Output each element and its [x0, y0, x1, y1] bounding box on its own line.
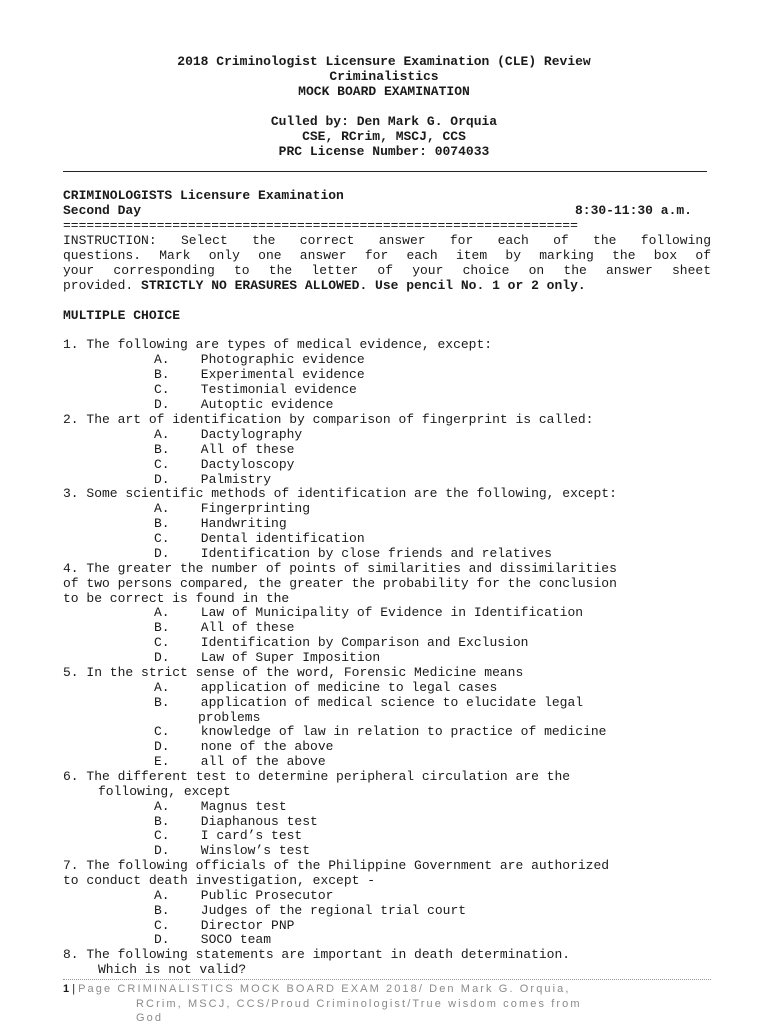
question-8-line-1: 8. The following statements are important in death determination. — [63, 947, 571, 962]
instruction-line-2: questions. Mark only one answer for each item by marking the box of — [63, 248, 711, 263]
q2-option-a: A. Dactylography — [154, 427, 303, 442]
q2-option-b: B. All of these — [154, 442, 295, 457]
q2-option-d: D. Palmistry — [154, 472, 272, 487]
q7-option-d: D. SOCO team — [154, 932, 272, 947]
license-number: PRC License Number: 0074033 — [278, 144, 490, 159]
q7-option-b: B. Judges of the regional trial court — [154, 903, 467, 918]
equals-rule: ================================================================== — [63, 218, 578, 233]
q5-option-b: B. application of medical science to elucidate legal — [154, 695, 584, 710]
q2-option-c: C. Dactyloscopy — [154, 457, 295, 472]
q5-option-b-continued: problems — [198, 710, 261, 725]
q1-option-a: A. Photographic evidence — [154, 352, 365, 367]
question-5: 5. In the strict sense of the word, Forensic Medicine means — [63, 665, 524, 680]
instruction-plain: provided. — [63, 278, 142, 293]
exam-title: CRIMINOLOGISTS Licensure Examination — [63, 188, 344, 203]
q7-option-c: C. Director PNP — [154, 918, 295, 933]
footer-text-1: Page CRIMINALISTICS MOCK BOARD EXAM 2018/ Den Mark G. Orquia, — [78, 983, 571, 995]
exam-time: 8:30-11:30 a.m. — [574, 203, 692, 218]
question-2: 2. The art of identification by comparison of fingerprint is called: — [63, 412, 594, 427]
q3-option-b: B. Handwriting — [154, 516, 287, 531]
footer-line-1 — [63, 982, 571, 997]
q3-option-a: A. Fingerprinting — [154, 501, 311, 516]
q3-option-d: D. Identification by close friends and relatives — [154, 546, 552, 561]
header-line-1: 2018 Criminologist Licensure Examination (CLE) Review — [177, 54, 591, 69]
instruction-line-1: INSTRUCTION: Select the correct answer for each of the following — [63, 233, 711, 248]
header-divider — [63, 171, 707, 172]
q3-option-c: C. Dental identification — [154, 531, 365, 546]
instruction-bold: STRICTLY NO ERASURES ALLOWED. Use pencil No. 1 or 2 only. — [141, 278, 586, 293]
q4-option-a: A. Law of Municipality of Evidence in Identification — [154, 605, 584, 620]
question-7-line-1: 7. The following officials of the Philippine Government are authorized — [63, 858, 610, 873]
question-4-line-1: 4. The greater the number of points of similarities and dissimilarities — [63, 561, 617, 576]
q1-option-c: C. Testimonial evidence — [154, 382, 357, 397]
footer-line-2: RCrim, MSCJ, CCS/Proud Criminologist/True wisdom comes from — [136, 998, 582, 1010]
question-4-line-3: to be correct is found in the — [63, 591, 290, 606]
q6-option-a: A. Magnus test — [154, 799, 287, 814]
q5-option-e: E. all of the above — [154, 754, 326, 769]
exam-day: Second Day — [63, 203, 142, 218]
credentials: CSE, RCrim, MSCJ, CCS — [302, 129, 466, 144]
question-6-line-2: following, except — [98, 784, 231, 799]
question-3: 3. Some scientific methods of identification are the following, except: — [63, 486, 617, 501]
header-line-2: Criminalistics — [329, 69, 439, 84]
question-7-line-2: to conduct death investigation, except - — [63, 873, 376, 888]
q1-option-d: D. Autoptic evidence — [154, 397, 334, 412]
q4-option-c: C. Identification by Comparison and Exclusion — [154, 635, 529, 650]
q5-option-a: A. application of medicine to legal cases — [154, 680, 498, 695]
q5-option-d: D. none of the above — [154, 739, 334, 754]
question-4-line-2: of two persons compared, the greater the probability for the conclusion — [63, 576, 617, 591]
question-8-line-2: Which is not valid? — [98, 962, 247, 977]
q7-option-a: A. Public Prosecutor — [154, 888, 334, 903]
question-6-line-1: 6. The different test to determine peripheral circulation are the — [63, 769, 571, 784]
question-1: 1. The following are types of medical evidence, except: — [63, 337, 493, 352]
q4-option-d: D. Law of Super Imposition — [154, 650, 381, 665]
footer-rule — [63, 979, 711, 980]
header-line-3: MOCK BOARD EXAMINATION — [298, 84, 470, 99]
instruction-line-4 — [63, 278, 586, 293]
q6-option-b: B. Diaphanous test — [154, 814, 318, 829]
page-number: 1 — [63, 983, 70, 995]
footer-separator: | — [72, 983, 76, 995]
q6-option-d: D. Winslow’s test — [154, 843, 311, 858]
q5-option-c: C. knowledge of law in relation to practice of medicine — [154, 724, 607, 739]
footer-line-3: God — [136, 1012, 164, 1024]
q4-option-b: B. All of these — [154, 620, 295, 635]
culled-by: Culled by: Den Mark G. Orquia — [270, 114, 498, 129]
q1-option-b: B. Experimental evidence — [154, 367, 365, 382]
section-title: MULTIPLE CHOICE — [63, 308, 181, 323]
q6-option-c: C. I card’s test — [154, 828, 303, 843]
instruction-line-3: your corresponding to the letter of your choice on the answer sheet — [63, 263, 711, 278]
